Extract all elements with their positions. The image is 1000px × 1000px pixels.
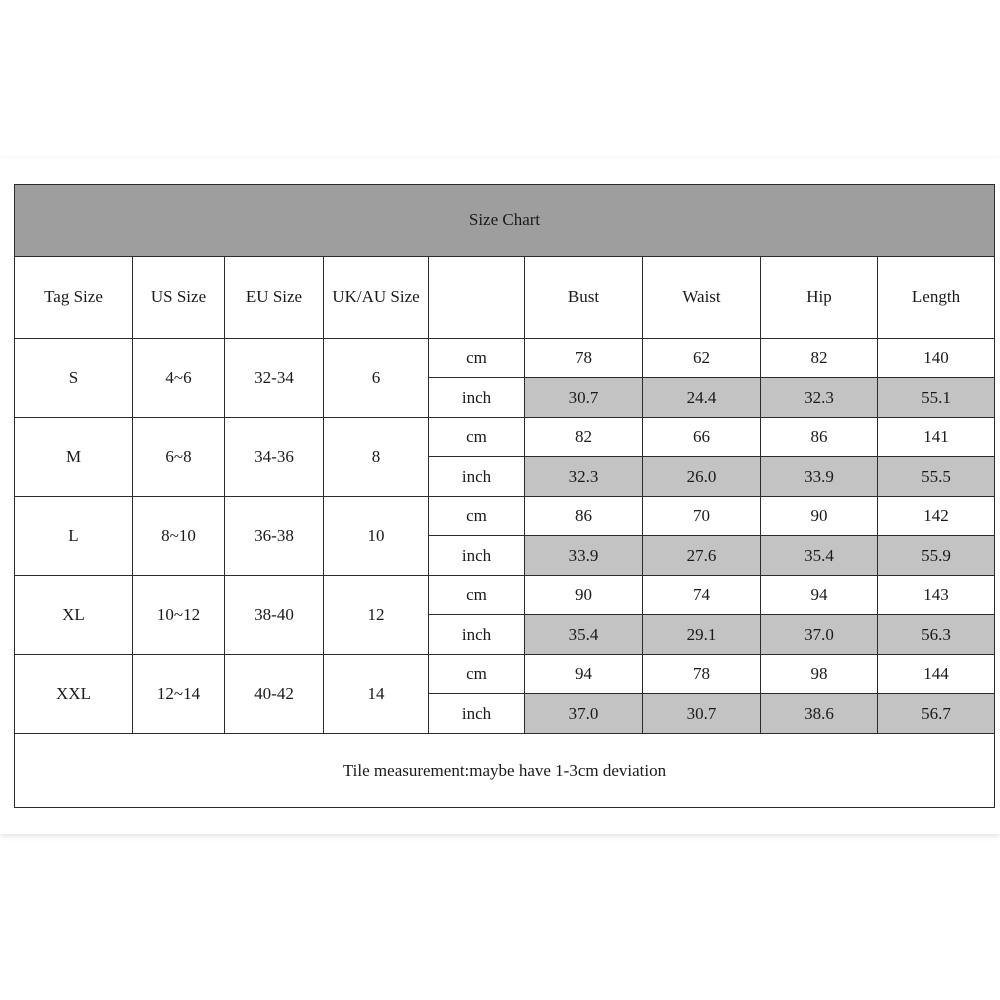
length-cm-cell: 143	[878, 575, 995, 615]
hip-inch-cell: 35.4	[761, 536, 878, 576]
unit-cm-cell: cm	[429, 338, 525, 378]
hip-cm-cell: 90	[761, 496, 878, 536]
length-inch-cell: 55.1	[878, 378, 995, 418]
header-unit	[429, 256, 525, 338]
tag-size-cell: S	[15, 338, 133, 417]
eu-size-cell: 32-34	[225, 338, 324, 417]
bust-inch-cell: 32.3	[525, 457, 643, 497]
unit-cm-cell: cm	[429, 417, 525, 457]
unit-inch-cell: inch	[429, 694, 525, 734]
uk-au-size-cell: 10	[324, 496, 429, 575]
unit-cm-cell: cm	[429, 575, 525, 615]
hip-cm-cell: 86	[761, 417, 878, 457]
waist-cm-cell: 78	[643, 654, 761, 694]
us-size-cell: 4~6	[133, 338, 225, 417]
hip-cm-cell: 94	[761, 575, 878, 615]
header-us-size: US Size	[133, 256, 225, 338]
unit-inch-cell: inch	[429, 615, 525, 655]
hip-inch-cell: 32.3	[761, 378, 878, 418]
length-cm-cell: 144	[878, 654, 995, 694]
table-row	[15, 338, 995, 378]
uk-au-size-cell: 6	[324, 338, 429, 417]
waist-cm-cell: 62	[643, 338, 761, 378]
waist-inch-cell: 26.0	[643, 457, 761, 497]
unit-cm-cell: cm	[429, 496, 525, 536]
hip-inch-cell: 37.0	[761, 615, 878, 655]
table-row	[15, 654, 995, 694]
tag-size-cell: L	[15, 496, 133, 575]
length-inch-cell: 56.7	[878, 694, 995, 734]
table-row	[15, 575, 995, 615]
uk-au-size-cell: 14	[324, 654, 429, 733]
bust-inch-cell: 30.7	[525, 378, 643, 418]
deviation-note: Tile measurement:maybe have 1-3cm deviation	[15, 734, 995, 808]
hip-inch-cell: 38.6	[761, 694, 878, 734]
uk-au-size-cell: 12	[324, 575, 429, 654]
us-size-cell: 6~8	[133, 417, 225, 496]
bust-inch-cell: 35.4	[525, 615, 643, 655]
header-bust: Bust	[525, 256, 643, 338]
hip-cm-cell: 82	[761, 338, 878, 378]
hip-inch-cell: 33.9	[761, 457, 878, 497]
unit-inch-cell: inch	[429, 378, 525, 418]
waist-inch-cell: 24.4	[643, 378, 761, 418]
header-waist: Waist	[643, 256, 761, 338]
waist-inch-cell: 30.7	[643, 694, 761, 734]
unit-inch-cell: inch	[429, 457, 525, 497]
waist-inch-cell: 27.6	[643, 536, 761, 576]
hip-cm-cell: 98	[761, 654, 878, 694]
waist-inch-cell: 29.1	[643, 615, 761, 655]
header-hip: Hip	[761, 256, 878, 338]
length-inch-cell: 55.5	[878, 457, 995, 497]
waist-cm-cell: 66	[643, 417, 761, 457]
chart-title: Size Chart	[15, 185, 995, 257]
uk-au-size-cell: 8	[324, 417, 429, 496]
length-cm-cell: 140	[878, 338, 995, 378]
bust-inch-cell: 33.9	[525, 536, 643, 576]
us-size-cell: 10~12	[133, 575, 225, 654]
tag-size-cell: M	[15, 417, 133, 496]
eu-size-cell: 38-40	[225, 575, 324, 654]
us-size-cell: 12~14	[133, 654, 225, 733]
header-eu-size: EU Size	[225, 256, 324, 338]
unit-inch-cell: inch	[429, 536, 525, 576]
header-length: Length	[878, 256, 995, 338]
bust-cm-cell: 82	[525, 417, 643, 457]
eu-size-cell: 36-38	[225, 496, 324, 575]
table-row	[15, 417, 995, 457]
waist-cm-cell: 74	[643, 575, 761, 615]
bust-cm-cell: 94	[525, 654, 643, 694]
tag-size-cell: XXL	[15, 654, 133, 733]
eu-size-cell: 40-42	[225, 654, 324, 733]
tag-size-cell: XL	[15, 575, 133, 654]
bust-cm-cell: 90	[525, 575, 643, 615]
bust-cm-cell: 86	[525, 496, 643, 536]
unit-cm-cell: cm	[429, 654, 525, 694]
eu-size-cell: 34-36	[225, 417, 324, 496]
header-row	[15, 256, 995, 338]
length-inch-cell: 56.3	[878, 615, 995, 655]
size-chart-table	[14, 184, 995, 808]
bust-cm-cell: 78	[525, 338, 643, 378]
header-uk-au-size: UK/AU Size	[324, 256, 429, 338]
length-inch-cell: 55.9	[878, 536, 995, 576]
header-tag-size: Tag Size	[15, 256, 133, 338]
length-cm-cell: 142	[878, 496, 995, 536]
length-cm-cell: 141	[878, 417, 995, 457]
table-row	[15, 496, 995, 536]
us-size-cell: 8~10	[133, 496, 225, 575]
waist-cm-cell: 70	[643, 496, 761, 536]
bust-inch-cell: 37.0	[525, 694, 643, 734]
